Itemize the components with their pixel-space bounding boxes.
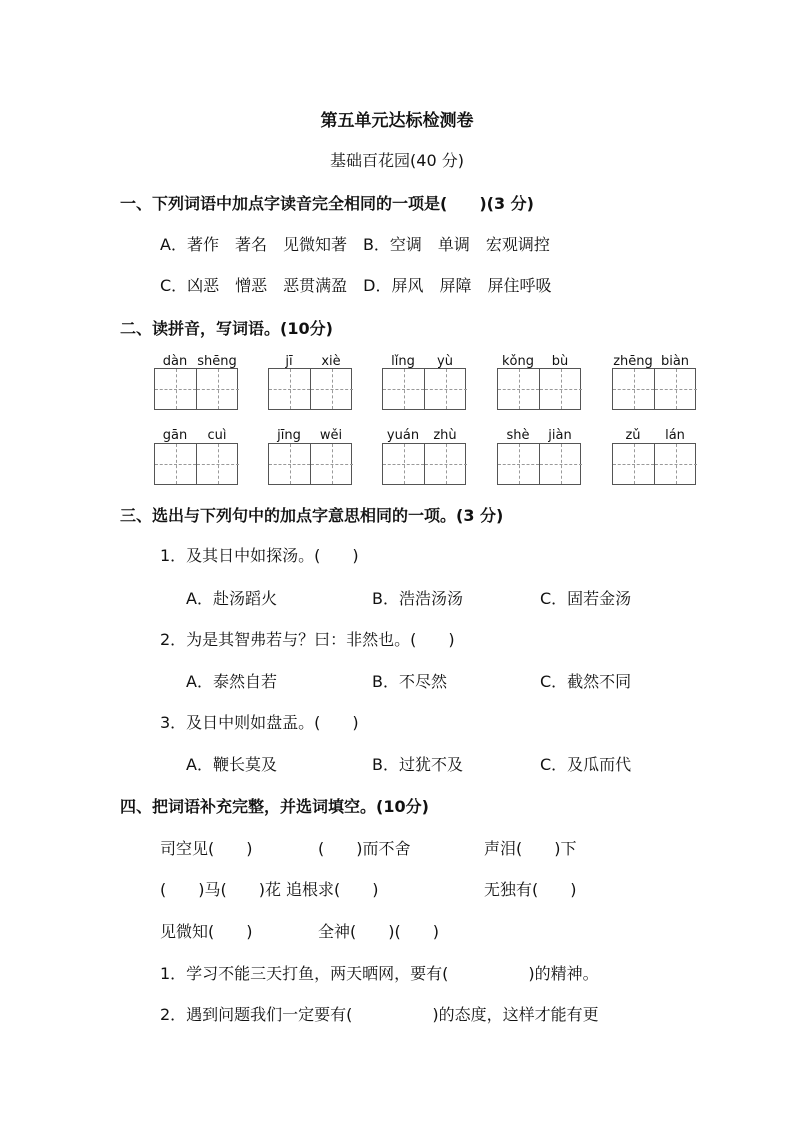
pinyin-syllable: shè — [506, 428, 530, 443]
pinyin-pair — [612, 424, 696, 443]
q3-option-c: C．截然不同 — [540, 672, 632, 691]
fill-sentence: 2．遇到问题我们一定要有( )的态度，这样才能有更 — [160, 1005, 599, 1024]
pinyin-syllable: lán — [665, 428, 685, 443]
q3-item-question: 3．及日中则如盘盂。( ) — [160, 713, 359, 732]
idiom-blank: 司空见( ) — [160, 839, 253, 858]
q3-option-a: A．鞭长莫及 — [186, 755, 277, 774]
pinyin-syllable: lǐng — [391, 354, 415, 369]
pinyin-pair — [382, 350, 466, 369]
pinyin-syllable: zhēng — [613, 354, 653, 369]
fill-sentence: 1．学习不能三天打鱼，两天晒网，要有( )的精神。 — [160, 964, 599, 983]
pinyin-syllable: yù — [437, 354, 453, 369]
q3-option-b: B．过犹不及 — [372, 755, 463, 774]
q3-heading: 三、选出与下列句中的加点字意思相同的一项。(3 分) — [120, 506, 504, 525]
pinyin-pair — [268, 350, 352, 369]
section-subtitle: 基础百花园(40 分) — [330, 151, 464, 170]
writing-grid[interactable] — [612, 368, 696, 410]
pinyin-pair — [268, 424, 352, 443]
q1-options-line1: A．著作 著名 见微知著 B．空调 单调 宏观调控 — [160, 235, 550, 254]
idiom-blank: 见微知( ) — [160, 922, 253, 941]
pinyin-pair — [154, 350, 238, 369]
q3-item-question: 1．及其日中如探汤。( ) — [160, 546, 359, 565]
q3-option-b: B．不尽然 — [372, 672, 447, 691]
writing-grid[interactable] — [382, 443, 466, 485]
writing-grid[interactable] — [154, 443, 238, 485]
q3-item-question: 2．为是其智弗若与？曰：非然也。( ) — [160, 630, 455, 649]
pinyin-syllable: biàn — [660, 354, 690, 369]
pinyin-syllable: gān — [162, 428, 188, 443]
writing-grid[interactable] — [497, 368, 581, 410]
q3-option-b: B．浩浩汤汤 — [372, 589, 463, 608]
idiom-blank: 无独有( ) — [484, 880, 577, 899]
writing-grid[interactable] — [154, 368, 238, 410]
pinyin-syllable: cuì — [207, 428, 227, 443]
pinyin-pair — [382, 424, 466, 443]
pinyin-syllable: xiè — [321, 354, 341, 369]
writing-grid[interactable] — [612, 443, 696, 485]
q1-options-line2: C．凶恶 憎恶 恶贯满盈 D．屏风 屏障 屏住呼吸 — [160, 276, 552, 295]
page-title: 第五单元达标检测卷 — [320, 111, 474, 131]
pinyin-pair — [154, 424, 238, 443]
idiom-blank: ( )马( )花 追根求( ) — [160, 880, 379, 899]
q4-heading: 四、把词语补充完整，并选词填空。(10分) — [120, 797, 429, 816]
writing-grid[interactable] — [268, 368, 352, 410]
q3-option-a: A．赴汤蹈火 — [186, 589, 277, 608]
writing-grid[interactable] — [497, 443, 581, 485]
q3-option-c: C．固若金汤 — [540, 589, 632, 608]
pinyin-syllable: shēng — [197, 354, 237, 369]
pinyin-syllable: wěi — [319, 428, 343, 443]
q2-heading: 二、读拼音，写词语。(10分) — [120, 319, 333, 338]
writing-grid[interactable] — [268, 443, 352, 485]
pinyin-syllable: kǒng — [502, 354, 534, 369]
q3-option-c: C．及瓜而代 — [540, 755, 632, 774]
q3-option-a: A．泰然自若 — [186, 672, 277, 691]
pinyin-syllable: jī — [285, 354, 293, 369]
writing-grid[interactable] — [382, 368, 466, 410]
pinyin-pair — [612, 350, 696, 369]
pinyin-syllable: yuán — [386, 428, 420, 443]
pinyin-syllable: zǔ — [625, 428, 641, 443]
pinyin-pair — [497, 350, 581, 369]
idiom-blank: 声泪( )下 — [484, 839, 577, 858]
pinyin-syllable: jiàn — [548, 428, 572, 443]
pinyin-syllable: jīng — [277, 428, 301, 443]
idiom-blank: 全神( )( ) — [318, 922, 439, 941]
pinyin-syllable: bù — [551, 354, 569, 369]
q1-heading: 一、下列词语中加点字读音完全相同的一项是( )(3 分) — [120, 194, 534, 213]
pinyin-pair — [497, 424, 581, 443]
idiom-blank: ( )而不舍 — [318, 839, 411, 858]
pinyin-syllable: zhù — [433, 428, 457, 443]
pinyin-syllable: dàn — [162, 354, 188, 369]
